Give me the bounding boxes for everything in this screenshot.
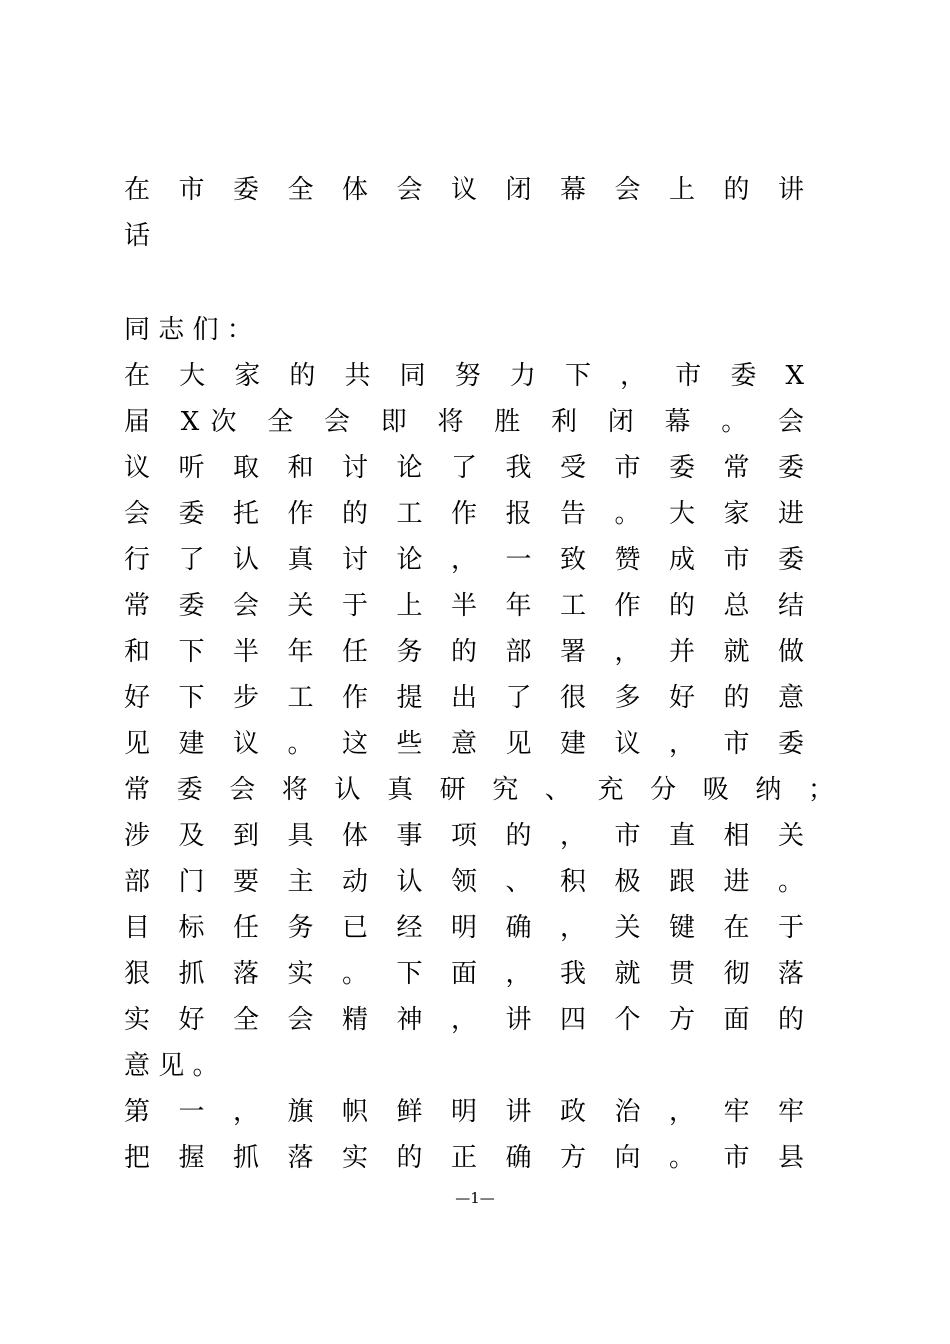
body-line: 目 标 任 务 已 经 明 确 ， 关 键 在 于 [124,913,804,943]
body-line: 和 下 半 年 任 务 的 部 署 ， 并 就 做 [124,637,804,667]
body-line: 把 握 抓 落 实 的 正 确 方 向 。 市 县 [124,1143,804,1173]
body-line: 常 委 会 关 于 上 半 年 工 作 的 总 结 [124,591,804,621]
body-line: 在 大 家 的 共 同 努 力 下 ， 市 委 X [124,361,804,391]
body-line: 好 下 步 工 作 提 出 了 很 多 好 的 意 [124,683,804,713]
body-line: 第 一 ， 旗 帜 鲜 明 讲 政 治 ， 牢 牢 [124,1097,804,1127]
body-line: 狠 抓 落 实 。 下 面 ， 我 就 贯 彻 落 [124,959,804,989]
body-line: 实 好 全 会 精 神 ， 讲 四 个 方 面 的 [124,1005,804,1035]
body-line: 见 建 议 。 这 些 意 见 建 议 ， 市 委 [124,729,804,759]
body-line: 部 门 要 主 动 认 领 、 积 极 跟 进 。 [124,867,804,897]
body-line: 会 委 托 作 的 工 作 报 告 。 大 家 进 [124,499,804,529]
body-line: 议 听 取 和 讨 论 了 我 受 市 委 常 委 [124,453,804,483]
body-line: 意 见 。 [124,1051,219,1081]
body-line: 行 了 认 真 讨 论 ， 一 致 赞 成 市 委 [124,545,804,575]
body-line: 涉 及 到 具 体 事 项 的 ， 市 直 相 关 [124,821,804,851]
salutation: 同 志 们 ： [124,315,253,345]
body-line: 届 X次 全 会 即 将 胜 利 闭 幕 。 会 [124,407,804,437]
page-title-line-2: 话 [124,221,151,251]
page-title-line-1: 在 市 委 全 体 会 议 闭 幕 会 上 的 讲 [124,175,804,205]
body-line: 常 委 会 将 认 真 研 究 、 充 分 吸 纳 ； [124,775,834,805]
page-number: —1— [455,1189,495,1207]
